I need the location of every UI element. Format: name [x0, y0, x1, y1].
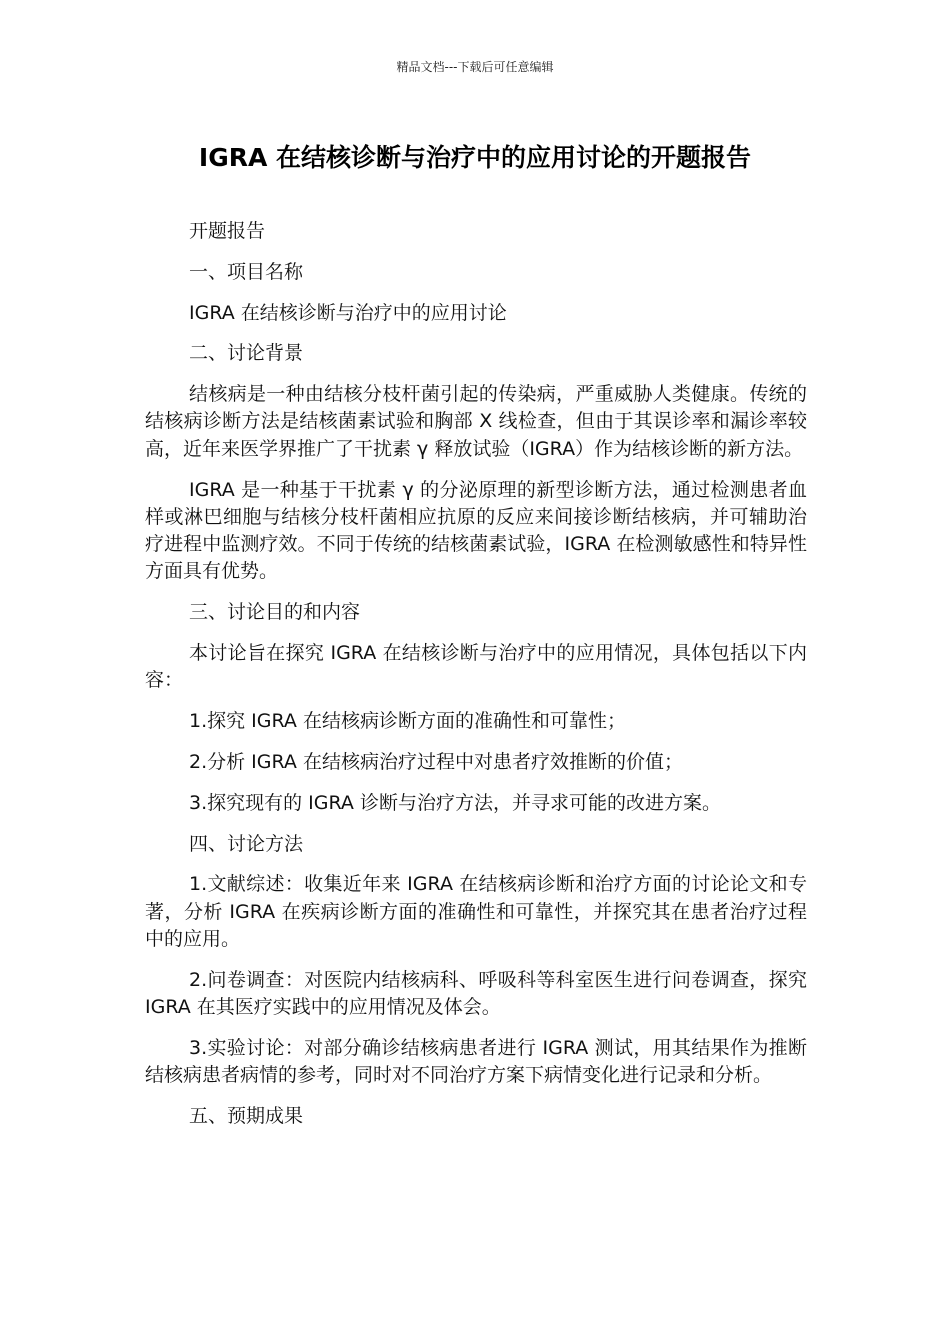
list-item: 2.问卷调查：对医院内结核病科、呼吸科等科室医生进行问卷调查，探究 IGRA 在其医疗实践中的应用情况及体会。 — [145, 968, 807, 1019]
section-heading: 二、讨论背景 — [189, 342, 304, 365]
header-note: 精品文档---下载后可任意编辑 — [396, 60, 554, 74]
body-paragraph: IGRA 是一种基于干扰素 γ 的分泌原理的新型诊断方法，通过检测患者血样或淋巴细胞与结核分枝杆菌相应抗原的反应来间接诊断结核病，并可辅助治疗进程中监测疗效。不同于传统的结核菌素试验，IGRA 在检测敏感性和特异性方面具有优势。 — [145, 478, 807, 583]
list-item: 3.探究现有的 IGRA 诊断与治疗方法，并寻求可能的改进方案。 — [189, 791, 721, 814]
section-heading: 一、项目名称 — [189, 260, 304, 283]
list-item: 2.分析 IGRA 在结核病治疗过程中对患者疗效推断的价值； — [189, 750, 683, 773]
section-heading: 四、讨论方法 — [189, 832, 304, 855]
list-item: 1.探究 IGRA 在结核病诊断方面的准确性和可靠性； — [189, 710, 626, 733]
section-heading: 五、预期成果 — [189, 1104, 304, 1127]
document-body — [145, 218, 807, 1144]
list-item: 1.文献综述：收集近年来 IGRA 在结核病诊断和治疗方面的讨论论文和专著，分析 IGRA 在疾病诊断方面的准确性和可靠性，并探究其在患者治疗过程中的应用。 — [145, 873, 807, 950]
section-heading: 三、讨论目的和内容 — [189, 601, 361, 624]
body-paragraph: 结核病是一种由结核分枝杆菌引起的传染病，严重威胁人类健康。传统的结核病诊断方法是结核菌素试验和胸部 X 线检查，但由于其误诊率和漏诊率较高，近年来医学界推广了干扰素 γ 释放试验（IGRA）作为结核诊断的新方法。 — [145, 383, 807, 460]
list-item: 3.实验讨论：对部分确诊结核病患者进行 IGRA 测试，用其结果作为推断结核病患者病情的参考，同时对不同治疗方案下病情变化进行记录和分析。 — [145, 1036, 807, 1087]
body-paragraph: 开题报告 — [189, 220, 266, 242]
body-paragraph: 本讨论旨在探究 IGRA 在结核诊断与治疗中的应用情况，具体包括以下内容： — [145, 642, 807, 692]
document-title: IGRA 在结核诊断与治疗中的应用讨论的开题报告 — [198, 143, 752, 172]
body-paragraph: IGRA 在结核诊断与治疗中的应用讨论 — [189, 301, 507, 324]
